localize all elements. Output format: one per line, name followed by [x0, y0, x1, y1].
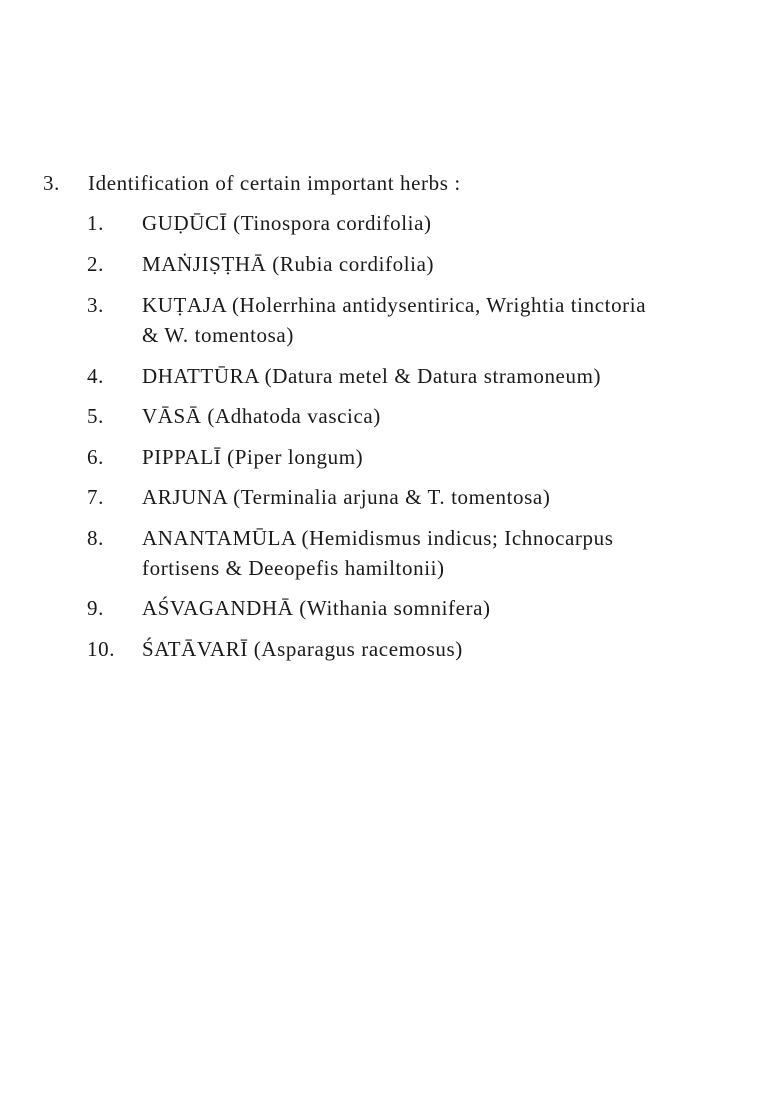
- item-number: 1.: [87, 211, 104, 235]
- item-text: GUḌŪCĪ (Tinospora cordifolia): [142, 211, 432, 235]
- item-text: VĀSĀ (Adhatoda vascica): [142, 404, 381, 428]
- item-number: 6.: [87, 445, 104, 469]
- item-number: 5.: [87, 404, 104, 428]
- item-number: 2.: [87, 252, 104, 276]
- item-text: ARJUNA (Terminalia arjuna & T. tomentosa): [142, 485, 551, 509]
- item-number: 10.: [87, 637, 116, 661]
- item-text: MAṄJIṢṬHĀ (Rubia cordifolia): [142, 252, 435, 276]
- item-text: ANANTAMŪLA (Hemidismus indicus; Ichnocarpus fortisens & Deeopefis hamiltonii): [142, 526, 614, 580]
- item-text: ŚATĀVARĪ (Asparagus racemosus): [142, 637, 463, 661]
- item-number: 3.: [87, 293, 104, 317]
- item-number: 7.: [87, 485, 104, 509]
- item-text: PIPPALĪ (Piper longum): [142, 445, 364, 469]
- item-text: AŚVAGANDHĀ (Withania somnifera): [142, 596, 491, 620]
- item-number: 9.: [87, 596, 104, 620]
- section-title: Identification of certain important herbs :: [88, 171, 461, 195]
- item-number: 4.: [87, 364, 104, 388]
- item-number: 8.: [87, 526, 104, 550]
- item-text: KUṬAJA (Holerrhina antidysentirica, Wrightia tinctoria & W. tomentosa): [142, 293, 647, 347]
- section-number: 3.: [43, 171, 60, 195]
- item-text: DHATTŪRA (Datura metel & Datura stramoneum): [142, 364, 602, 388]
